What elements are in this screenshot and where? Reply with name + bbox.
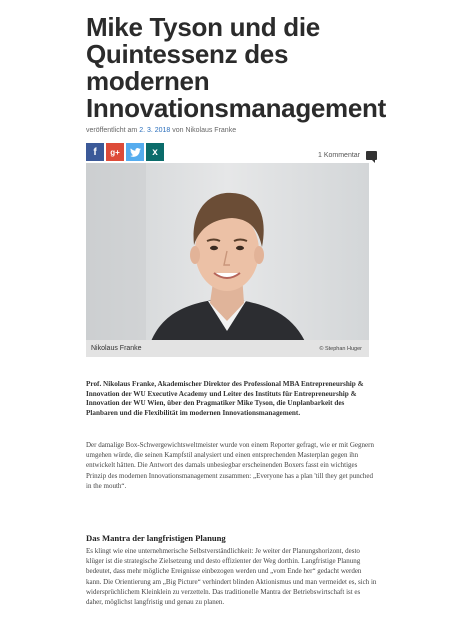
photo-caption: [86, 340, 369, 357]
share-buttons: [86, 143, 164, 161]
xing-share-button[interactable]: [146, 143, 164, 161]
publish-date-link[interactable]: 2. 3. 2018: [139, 127, 171, 134]
body-paragraph-2: Es klingt wie eine unternehmerische Selbstverständlichkeit: Je weiter der Planungshorizont, desto klüger ist die strategische Zielsetzung und desto effizienter der Weg dorthin. Langfristige Planung bedeutet, dass mehr mögliche Ereignisse einbezogen werden und „vom Ende her“ gedacht werden kann. Die Orientierung am „Big Picture“ verhindert blinden Aktionismus und man vermeidet es, sich in widersprüchlichem Kleinklein zu verzetteln. Das traditionelle Mantra der Betriebswirtschaft ist es daher, möglichst langfristig und genau zu planen.: [86, 547, 377, 607]
comments-link[interactable]: [318, 151, 377, 160]
googleplus-share-button[interactable]: [106, 143, 124, 161]
lead-paragraph: Prof. Nikolaus Franke, Akademischer Direktor des Professional MBA Entrepreneurship & Innovation der WU Executive Academy und Leiter des Instituts für Entrepreneurship & Innovation der WU Wien, über den Pragmatiker Mike Tyson, die Unplanbarkeit des Planbaren und die Flexibilität im modernen Innovationsmanagement.: [86, 380, 364, 418]
article-title: Mike Tyson und die Quintessenz des modernen Innovationsmanagement: [86, 12, 386, 123]
article-meta: [86, 127, 236, 134]
caption-credit: © Stephan Huger: [319, 345, 362, 352]
facebook-icon: f: [93, 146, 97, 158]
portrait-image: [86, 163, 369, 357]
section-heading: Das Mantra der langfristigen Planung: [86, 533, 226, 543]
author-name: Nikolaus Franke: [185, 127, 237, 134]
googleplus-icon: g+: [110, 147, 120, 157]
twitter-icon: [130, 148, 141, 157]
comments-count: 1 Kommentar: [318, 152, 361, 159]
author-photo: [86, 163, 369, 357]
xing-icon: x: [152, 146, 158, 158]
twitter-share-button[interactable]: [126, 143, 144, 161]
facebook-share-button[interactable]: [86, 143, 104, 161]
comment-bubble-icon: [366, 151, 377, 160]
meta-author-prefix: von: [170, 127, 186, 134]
meta-prefix: veröffentlicht am: [86, 127, 140, 134]
body-paragraph-1: Der damalige Box-Schwergewichtsweltmeister wurde von einem Reporter gefragt, wie er mit Gegnern umgehen würde, die seinen Kampfstil analysiert und einen entsprechenden Masterplan gegen ihn entwickelt hätten. Die Antwort des damals unbesiegbar erscheinenden Boxers fasst ein wichtiges Prinzip des modernen Innovationsmanagement zusammen: „Everyone has a plan 'till they get punched in the mouth“.: [86, 441, 374, 490]
caption-name: Nikolaus Franke: [91, 345, 142, 352]
